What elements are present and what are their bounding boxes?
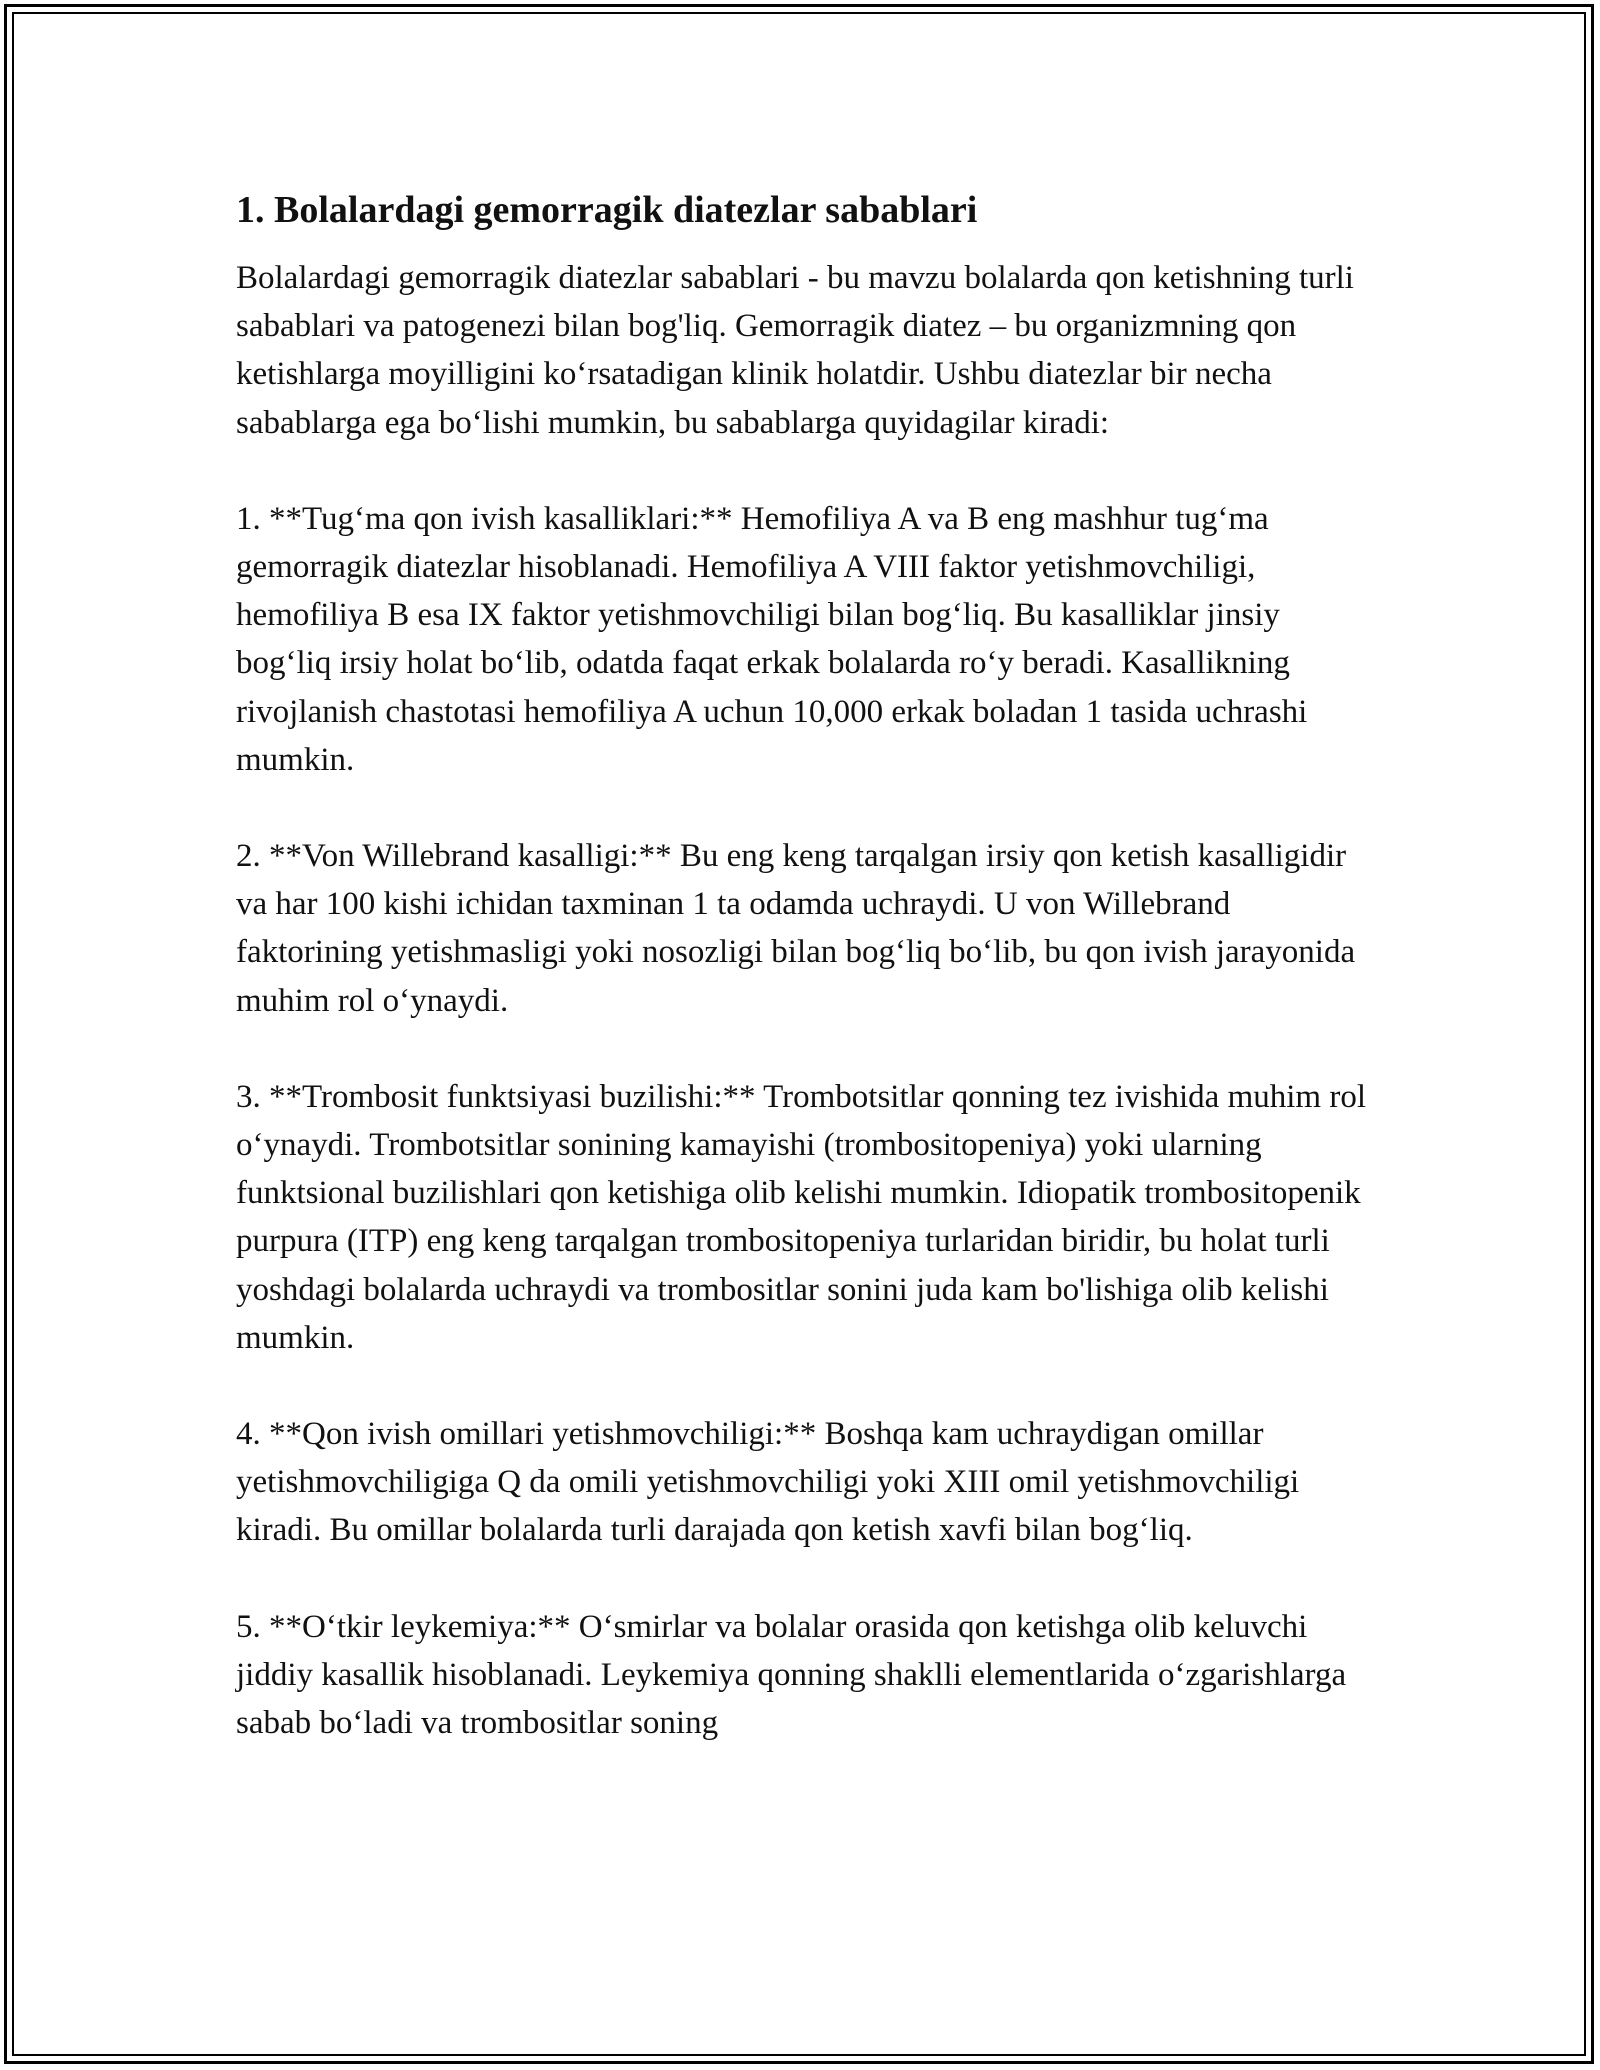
intro-paragraph: Bolalardagi gemorragik diatezlar sabablari - bu mavzu bolalarda qon ketishning turli sabablari va patogenezi bilan bog'liq. Gemorragik diatez – bu organizmning qon ketishlarga moyilligini ko‘rsatadigan klinik holatdir. Ushbu diatezlar bir necha sabablarga ega bo‘lishi mumkin, bu sabablarga quyidagilar kiradi: <box>236 260 1354 441</box>
paragraph-clotting-factors: 4. **Qon ivish omillari yetishmovchiligi:** Boshqa kam uchraydigan omillar yetishmovchiligiga Q da omili yetishmovchiligi yoki XIII omil yetishmovchiligi kiradi. Bu omillar bolalarda turli darajada qon ketish xavfi bilan bog‘liq. <box>236 1416 1300 1549</box>
paragraph-platelet-dysfunction: 3. **Trombosit funktsiyasi buzilishi:** Trombotsitlar qonning tez ivishida muhim rol o‘ynaydi. Trombotsitlar sonining kamayishi (trombositopeniya) yoki ularning funktsional buzilishlari qon ketishiga olib kelishi mumkin. Idiopatik trombositopenik purpura (ITP) eng keng tarqalgan trombositopeniya turlaridan biridir, bu holat turli yoshdagi bolalarda uchraydi va trombositlar sonini juda kam bo'lishiga olib kelishi mumkin. <box>236 1078 1366 1356</box>
paragraph-congenital-disorders: 1. **Tug‘ma qon ivish kasalliklari:** Hemofiliya A va B eng mashhur tug‘ma gemorragik diatezlar hisoblanadi. Hemofiliya A VIII faktor yetishmovchiligi, hemofiliya B esa IX faktor yetishmovchiligi bilan bog‘liq. Bu kasalliklar jinsiy bog‘liq irsiy holat bo‘lib, odatda faqat erkak bolalarda ro‘y beradi. Kasallikning rivojlanish chastotasi hemofiliya A uchun 10,000 erkak boladan 1 tasida uchrashi mumkin. <box>236 500 1308 778</box>
section-heading: 1. Bolalardagi gemorragik diatezlar sabablari <box>236 189 978 231</box>
document-body <box>236 186 1366 1795</box>
paragraph-acute-leukemia: 5. **O‘tkir leykemiya:** O‘smirlar va bolalar orasida qon ketishga olib keluvchi jiddiy kasallik hisoblanadi. Leykemiya qonning shaklli elementlarida o‘zgarishlarga sabab bo‘ladi va trombositlar soning <box>236 1608 1347 1742</box>
paragraph-von-willebrand: 2. **Von Willebrand kasalligi:** Bu eng keng tarqalgan irsiy qon ketish kasalligidir va har 100 kishi ichidan taxminan 1 ta odamda uchraydi. U von Willebrand faktorining yetishmasligi yoki nosozligi bilan bog‘liq bo‘lib, bu qon ivish jarayonida muhim rol o‘ynaydi. <box>236 838 1356 1019</box>
